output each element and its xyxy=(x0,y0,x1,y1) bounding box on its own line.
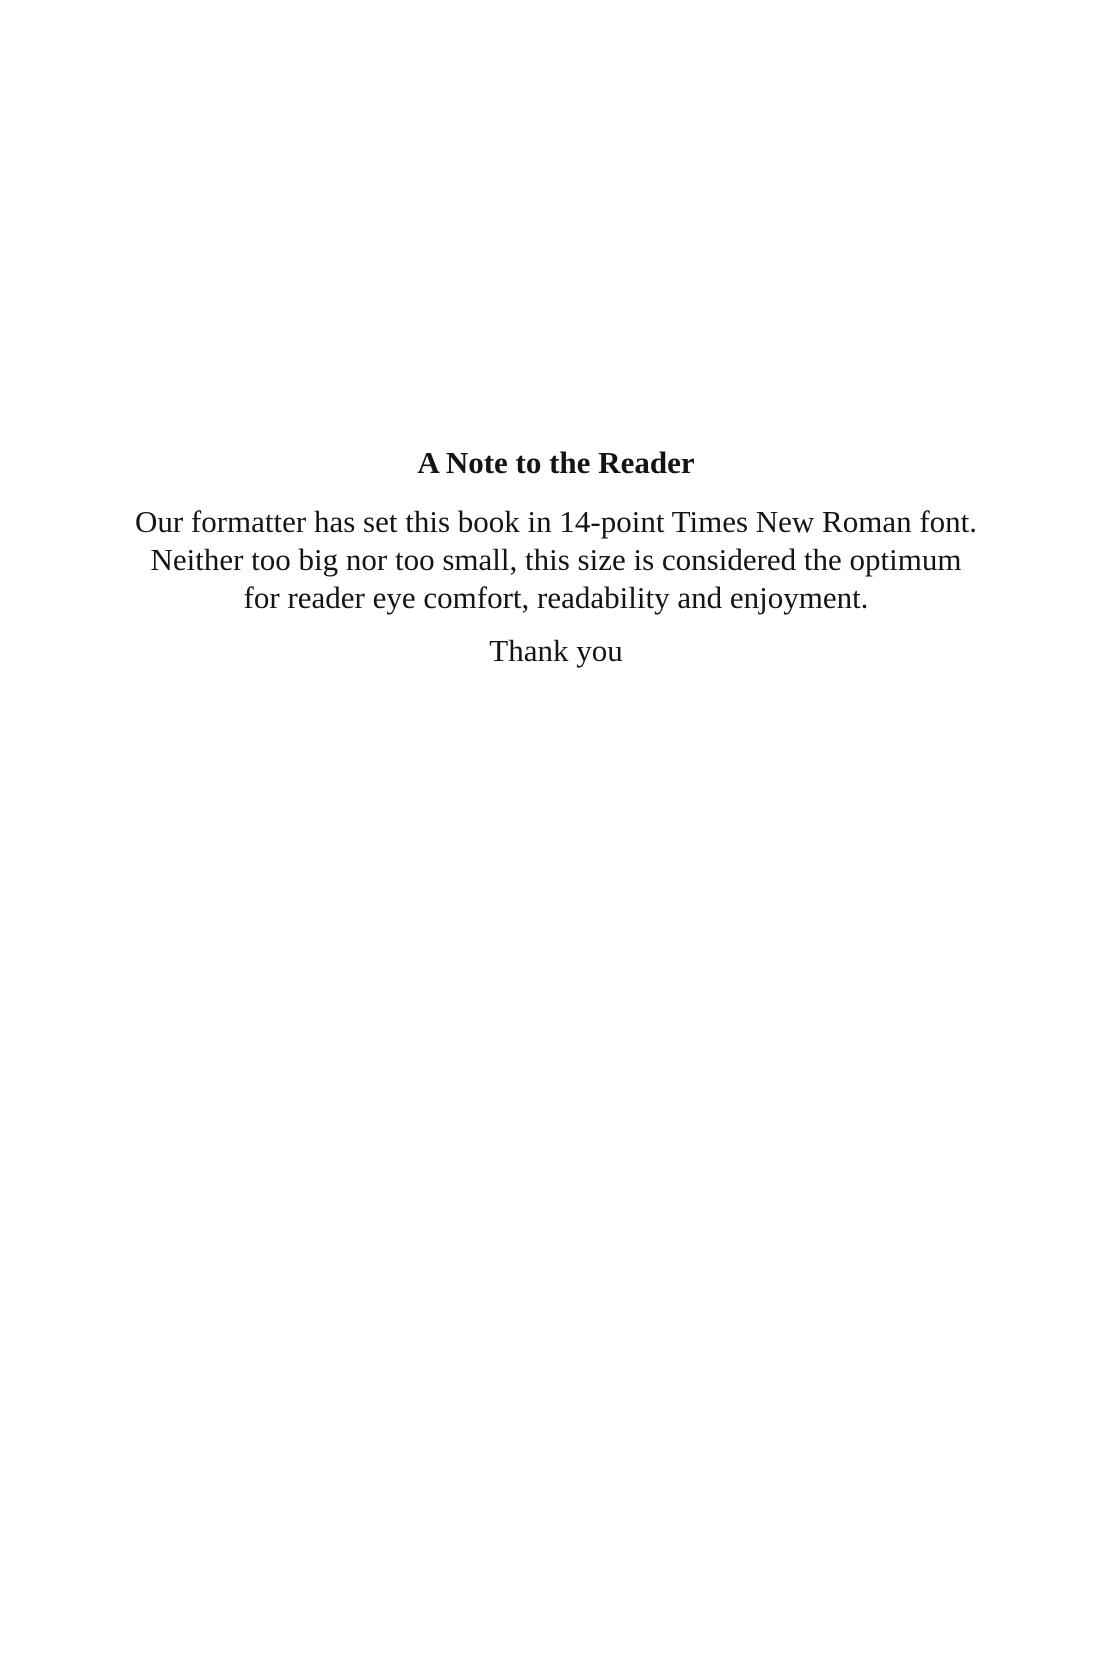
note-closing: Thank you xyxy=(489,633,623,668)
note-body-line-1: Our formatter has set this book in 14-point Times New Roman font. xyxy=(134,504,978,539)
note-body-line-2: Neither too big nor too small, this size is considered the optimum xyxy=(150,542,962,577)
note-body xyxy=(0,503,1112,617)
note-body-line-3: for reader eye comfort, readability and enjoyment. xyxy=(243,580,869,615)
note-content xyxy=(0,0,1112,670)
note-title: A Note to the Reader xyxy=(417,445,695,480)
